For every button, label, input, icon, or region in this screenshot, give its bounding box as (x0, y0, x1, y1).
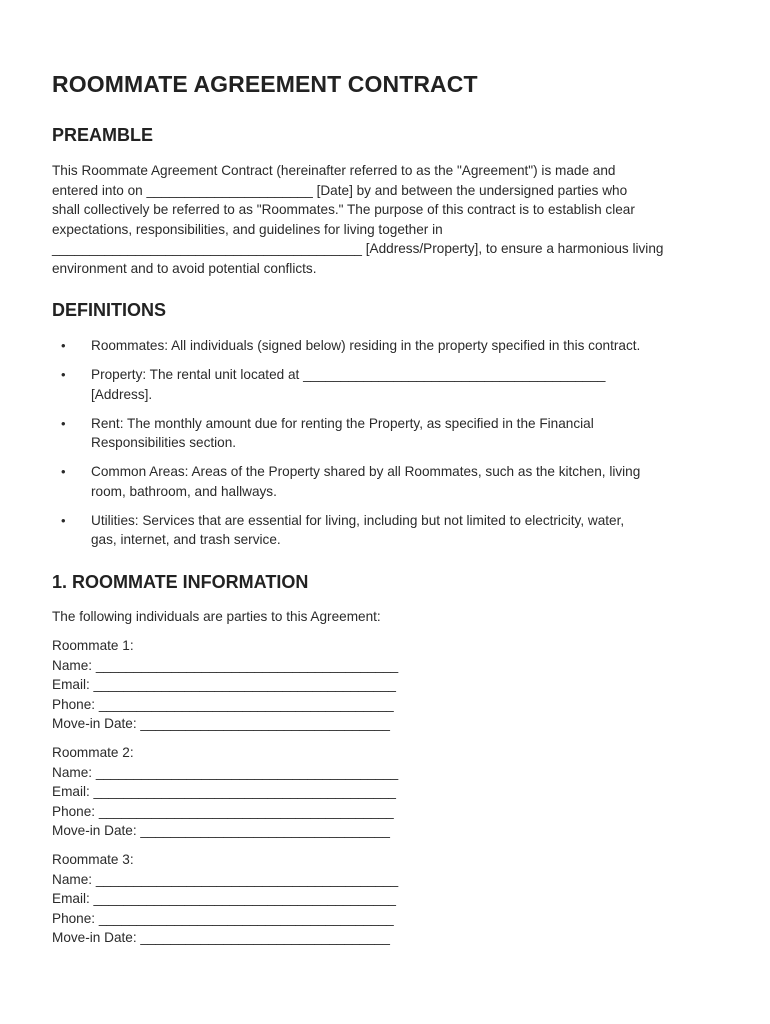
intro-line: The following individuals are parties to this Agreement: (52, 609, 381, 624)
roommate-2-block (52, 743, 472, 841)
roommate-label: Roommate 3: (52, 852, 134, 867)
preamble-line: environment and to avoid potential conflicts. (52, 260, 317, 276)
definition-text: Utilities: Services that are essential for living, including but not limited to electricity, water, (91, 512, 625, 528)
phone-field[interactable]: Phone: _______________________________________ (52, 696, 394, 712)
definition-text: room, bathroom, and hallways. (91, 483, 277, 499)
preamble-line: _________________________________________ [Address/Property], to ensure a harmonious living (52, 241, 664, 256)
definition-text: Rent: The monthly amount due for renting the Property, as specified in the Financial (91, 415, 594, 431)
definition-text: Roommates: All individuals (signed below) residing in the property specified in this contract. (91, 338, 641, 353)
bullet-icon: • (61, 367, 66, 382)
preamble-line: entered into on ______________________ [Date] by and between the undersigned parties who (52, 182, 628, 198)
preamble-line: shall collectively be referred to as "Roommates." The purpose of this contract is to establish clear (52, 202, 635, 217)
document-title: ROOMMATE AGREEMENT CONTRACT (52, 71, 478, 97)
definition-text: Common Areas: Areas of the Property shared by all Roommates, such as the kitchen, living (91, 464, 641, 479)
roommate-3-block (52, 850, 472, 948)
roommate-1-block (52, 636, 472, 734)
definitions-list (52, 336, 732, 559)
bullet-icon: • (61, 338, 66, 353)
definition-text: gas, internet, and trash service. (91, 532, 281, 547)
move-in-date-field[interactable]: Move-in Date: _________________________________ (52, 716, 390, 731)
move-in-date-field[interactable]: Move-in Date: _________________________________ (52, 823, 390, 838)
preamble-paragraph (52, 161, 722, 278)
definitions-heading: DEFINITIONS (52, 300, 167, 320)
phone-field[interactable]: Phone: _______________________________________ (52, 910, 394, 926)
roommate-label: Roommate 1: (52, 638, 134, 653)
name-field[interactable]: Name: ________________________________________ (52, 764, 399, 780)
preamble-line: expectations, responsibilities, and guidelines for living together in (52, 221, 443, 237)
roommate-info-intro (52, 607, 722, 627)
email-field[interactable]: Email: ________________________________________ (52, 784, 396, 799)
list-item (52, 462, 732, 501)
definition-text: Responsibilities section. (91, 435, 237, 450)
definition-text: Property: The rental unit located at ________________________________________ (91, 367, 606, 382)
bullet-icon: • (61, 415, 66, 431)
list-item (52, 365, 732, 404)
phone-field[interactable]: Phone: _______________________________________ (52, 803, 394, 819)
name-field[interactable]: Name: ________________________________________ (52, 657, 399, 673)
bullet-icon: • (61, 512, 66, 528)
list-item (52, 511, 732, 550)
roommate-label: Roommate 2: (52, 745, 134, 760)
list-item (52, 414, 732, 453)
email-field[interactable]: Email: ________________________________________ (52, 891, 396, 906)
preamble-heading: PREAMBLE (52, 125, 154, 145)
definition-text: [Address]. (91, 386, 153, 402)
preamble-line: This Roommate Agreement Contract (hereinafter referred to as the "Agreement") is made and (52, 163, 616, 178)
list-item (52, 336, 732, 356)
name-field[interactable]: Name: ________________________________________ (52, 871, 399, 887)
email-field[interactable]: Email: ________________________________________ (52, 677, 396, 692)
move-in-date-field[interactable]: Move-in Date: _________________________________ (52, 930, 390, 945)
roommate-info-heading: 1. ROOMMATE INFORMATION (52, 572, 309, 592)
bullet-icon: • (61, 464, 66, 479)
